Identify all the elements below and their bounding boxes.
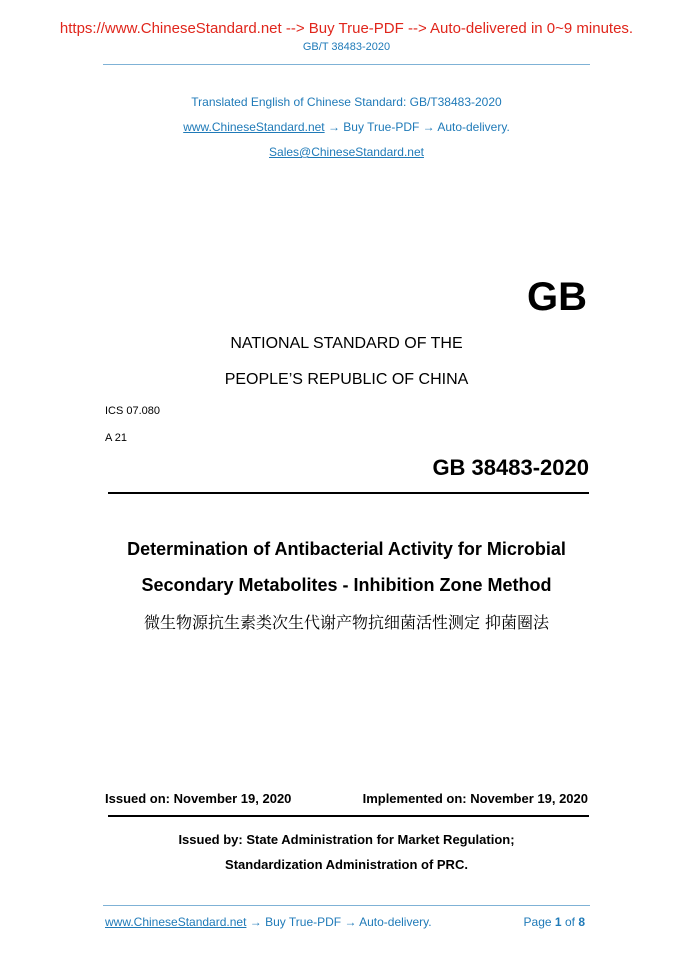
footer-purchase [105,915,432,929]
document-code: GB/T 38483-2020 [302,41,391,53]
title-en-line2: Secondary Metabolites - Inhibition Zone Method [141,575,552,595]
issued-date: Issued on: November 19, 2020 [105,791,292,806]
dates-divider [108,815,589,817]
national-standard-line1: NATIONAL STANDARD OF THE [230,335,463,352]
footer-purchase-text: → Buy True-PDF → Auto-delivery. [246,915,432,929]
page-total: 8 [578,915,585,929]
footer-site-link[interactable]: www.ChineseStandard.net [105,915,247,929]
national-standard-line2: PEOPLE’S REPUBLIC OF CHINA [224,371,469,388]
top-banner[interactable]: https://www.ChineseStandard.net --> Buy True-PDF --> Auto-delivered in 0~9 minutes. [59,20,634,37]
of-label: of [564,915,575,929]
ccs-code: A 21 [105,432,128,444]
header-divider [103,64,590,65]
email-line [0,145,693,159]
footer-divider [103,905,590,906]
title-en-line1: Determination of Antibacterial Activity for Microbial [127,539,566,559]
purchase-text: → Buy True-PDF → Auto-delivery. [324,120,510,134]
gb-logo: GB [527,275,587,319]
issuer-line1: Issued by: State Administration for Market Regulation; [178,832,515,847]
issuer-line2: Standardization Administration of PRC. [225,857,468,872]
implemented-date: Implemented on: November 19, 2020 [362,791,588,806]
title-divider [108,492,589,494]
translation-note: Translated English of Chinese Standard: GB/T38483-2020 [191,95,502,109]
purchase-line [0,120,693,134]
page-label: Page [523,915,552,929]
title-cn: 微生物源抗生素类次生代谢产物抗细菌活性测定 抑菌圈法 [143,613,550,632]
ics-code: ICS 07.080 [105,405,161,417]
email-link[interactable]: Sales@ChineseStandard.net [269,145,424,159]
page-indicator [524,915,585,929]
standard-number: GB 38483-2020 [432,455,589,480]
site-link[interactable]: www.ChineseStandard.net [183,120,325,134]
page-number: 1 [554,915,562,929]
